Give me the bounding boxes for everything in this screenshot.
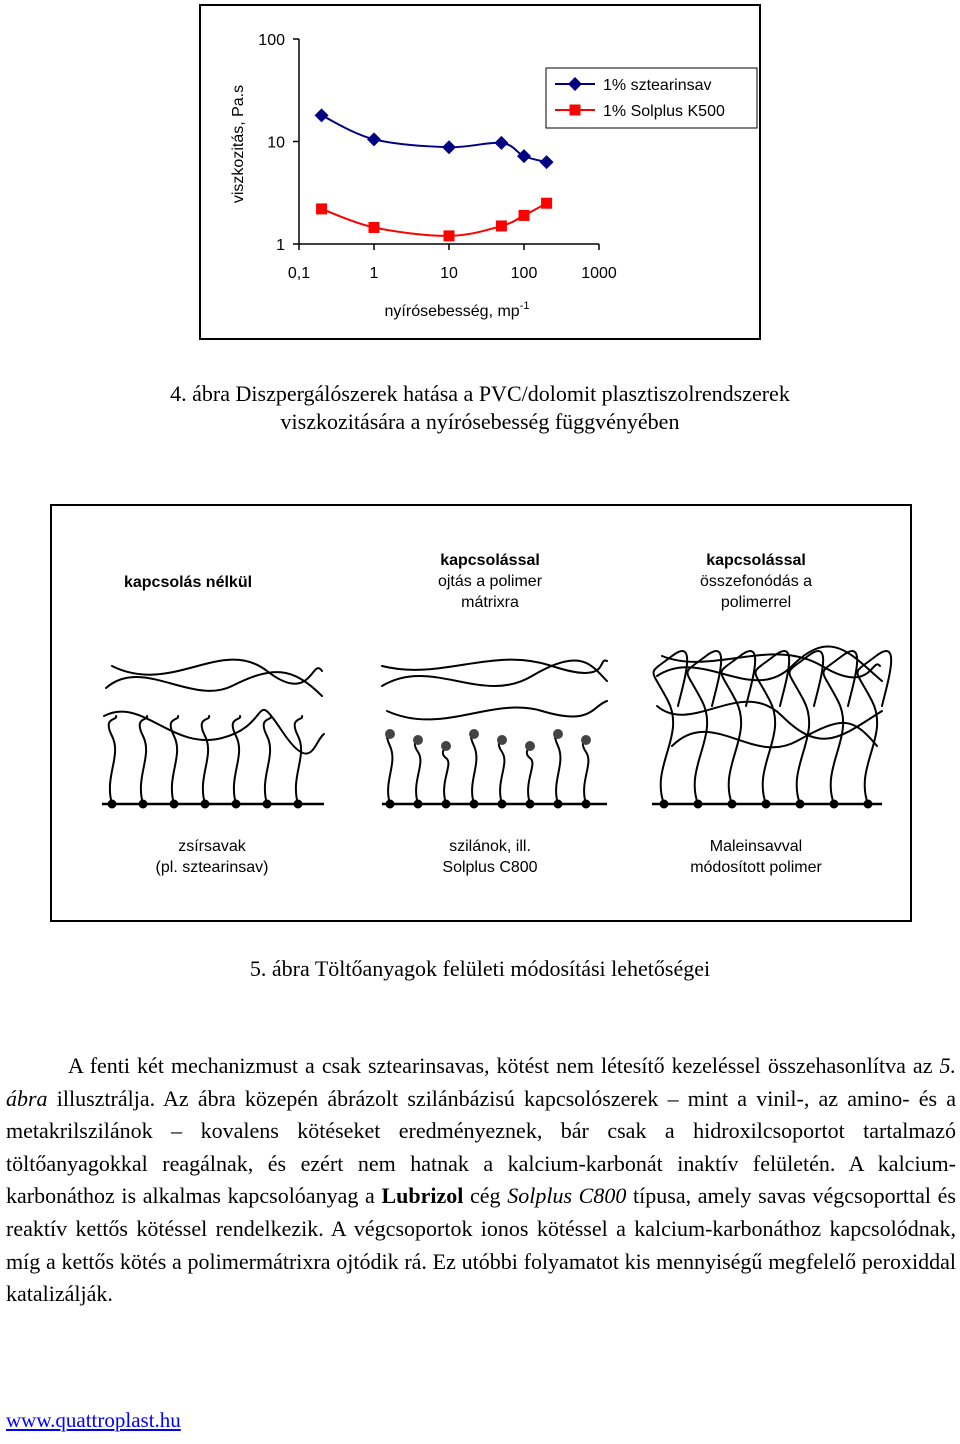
series-point-diamond [540, 155, 554, 169]
p2-silane-chain [527, 746, 533, 804]
p3-anchor-dot [728, 800, 737, 809]
series-point-diamond [517, 149, 531, 163]
col1-footer-line2: (pl. sztearinsav) [155, 859, 269, 876]
text-run: A fenti két mechanizmust a csak sztearinsavas, kötést nem létesítő kezeléssel összehasonlítva az [68, 1053, 940, 1078]
legend-swatch-square [570, 105, 581, 116]
p2-graft-dot [581, 735, 591, 745]
x-tick-label: 1 [369, 265, 379, 282]
y-tick-label: 10 [267, 134, 285, 152]
p3-anchor-dot [660, 800, 669, 809]
p3-anchor-dot [694, 800, 703, 809]
p2-graft-dot [413, 735, 423, 745]
p1-anchor-dot [263, 800, 272, 809]
x-tick-label: 10 [440, 265, 458, 282]
p2-anchor-dot [414, 800, 423, 809]
p2-silane-chain [387, 733, 393, 804]
col3-heading-bold: kapcsolással [706, 552, 806, 569]
legend-entry: 1% sztearinsav [603, 77, 712, 94]
p3-anchor-dot [796, 800, 805, 809]
p2-polymer-chain-2 [382, 660, 607, 673]
p2-graft-dot [385, 729, 395, 739]
col3-footer-line1: Maleinsavval [709, 838, 803, 855]
p2-silane-chain [555, 733, 561, 804]
chart-canvas [201, 6, 759, 338]
p1-stearic-chain [233, 716, 240, 804]
p2-polymer-chain-1 [382, 660, 607, 686]
p2-anchor-dot [386, 800, 395, 809]
p1-anchor-dot [170, 800, 179, 809]
figure-reference: 5. ábra [6, 1053, 956, 1111]
text-run: illusztrálja. Az ábra közepén ábrázolt szilánbázisú kapcsolószerek – mint a vinil-, az amino- és a metakrilszilánok – kovalens kötéseket eredményeznek, bár csak a hidroxilcsoportot tartalmazó töltőanyagokkal reagálnak, és ezért nem hatnak a kalcium-karbonát inaktív felületén. A kalcium-karbonáthoz is alkalmas kapcsolóanyag a [6, 1085, 956, 1209]
x-axis-label: nyírósebesség, $mp^{-1}$ [384, 300, 530, 320]
text-run: típusa, amely savas végcsoporttal és reaktív kettős kötéssel rendelkezik. A végcsoportok ionos kötéssel a kalcium-karbonáthoz kapcsolódnak, míg a kettős kötés a polimermátrixra ojtódik rá. Ez utóbbi folyamatot kis mennyiségű megfelelő peroxiddal katalizálják. [6, 1183, 956, 1307]
p1-stearic-chain [295, 716, 302, 804]
p1-stearic-chain [171, 716, 178, 804]
p1-anchor-dot [294, 800, 303, 809]
x-axis-label-superscript: -1 [519, 300, 530, 312]
y-tick-label: 1 [276, 237, 285, 254]
figure5-caption: 5. ábra Töltőanyagok felületi módosítási lehetőségei [249, 956, 711, 981]
p1-stearic-chain [264, 716, 271, 804]
website-link[interactable]: www.quattroplast.hu [6, 1408, 181, 1432]
series-point-diamond [367, 132, 381, 146]
p2-silane-chain [583, 740, 589, 804]
product-name: Solplus C800 [507, 1183, 627, 1209]
series-point-diamond [494, 136, 508, 150]
p1-stearic-chain [109, 716, 116, 804]
brand-name: Lubrizol [381, 1183, 464, 1209]
p2-silane-chain [415, 740, 421, 804]
viscosity-chart [199, 4, 761, 340]
p2-polymer-chain-3 [387, 701, 607, 719]
p3-anchor-dot [864, 800, 873, 809]
paragraph-1 [6, 1050, 956, 1311]
y-axis-label: viszkozitás, Pa.s [230, 84, 247, 204]
series-line-1 [322, 203, 547, 236]
col2-heading [380, 550, 600, 613]
figure4-caption-line2: viszkozitására a nyírósebesség függvényében [280, 409, 680, 434]
col2-heading-line3: mátrixra [461, 594, 519, 611]
body-paragraph [6, 1050, 956, 1311]
col3-heading-line2: összefonódás a [699, 573, 813, 590]
series-point-square [541, 198, 552, 209]
p2-graft-dot [441, 741, 451, 751]
series-point-diamond [442, 140, 456, 154]
series-point-diamond [315, 108, 329, 122]
p2-anchor-dot [554, 800, 563, 809]
col2-footer-line2: Solplus C800 [442, 859, 538, 876]
x-tick-label: 1000 [581, 265, 617, 282]
col3-heading [646, 550, 866, 613]
series-point-square [369, 222, 380, 233]
col3-heading-line3: polimerrel [720, 594, 792, 611]
figure4-caption [0, 380, 960, 436]
p2-silane-chain [499, 740, 505, 804]
col3-footer [656, 836, 856, 878]
p2-graft-dot [497, 735, 507, 745]
p2-anchor-dot [470, 800, 479, 809]
p1-anchor-dot [139, 800, 148, 809]
p3-anchor-dot [762, 800, 771, 809]
y-tick-label: 100 [258, 32, 285, 49]
legend-entry: 1% Solplus K500 [603, 103, 725, 120]
col1-footer-line1: zsírsavak [178, 838, 246, 855]
x-tick-label: 0,1 [287, 265, 311, 282]
col2-footer-line1: szilánok, ill. [449, 838, 531, 855]
p3-modified-polymer-chain [756, 651, 790, 804]
p2-anchor-dot [498, 800, 507, 809]
coupling-diagram [50, 504, 912, 922]
text-run: cég [463, 1183, 508, 1209]
p2-graft-dot [469, 729, 479, 739]
series-point-square [316, 203, 327, 214]
p1-polymer-chain-2 [104, 710, 324, 754]
col2-heading-bold: kapcsolással [440, 552, 540, 569]
col2-heading-line2: ojtás a polimer [437, 573, 543, 590]
p2-silane-chain [443, 746, 449, 804]
col1-heading [88, 572, 288, 593]
p1-anchor-dot [232, 800, 241, 809]
col1-heading-text: kapcsolás nélkül [123, 574, 253, 591]
col3-footer-line2: módosított polimer [690, 859, 822, 876]
p1-stearic-chain [202, 716, 209, 804]
series-line-0 [322, 115, 547, 162]
p1-anchor-dot [201, 800, 210, 809]
col2-footer [390, 836, 590, 878]
p3-modified-polymer-chain [688, 651, 722, 804]
p2-silane-chain [471, 733, 477, 804]
p2-graft-dot [525, 741, 535, 751]
p2-anchor-dot [582, 800, 591, 809]
figure4-caption-line1: 4. ábra Diszpergálószerek hatása a PVC/dolomit plasztiszolrendszerek [170, 381, 790, 406]
p2-anchor-dot [442, 800, 451, 809]
p1-stearic-chain [140, 716, 147, 804]
p3-anchor-dot [830, 800, 839, 809]
series-point-square [496, 220, 507, 231]
p2-graft-dot [553, 729, 563, 739]
p1-polymer-chain-3 [112, 660, 322, 684]
x-tick-label: 100 [510, 265, 538, 282]
series-point-square [519, 210, 530, 221]
series-point-square [444, 230, 455, 241]
p1-anchor-dot [108, 800, 117, 809]
col1-footer [112, 836, 312, 878]
p2-anchor-dot [526, 800, 535, 809]
